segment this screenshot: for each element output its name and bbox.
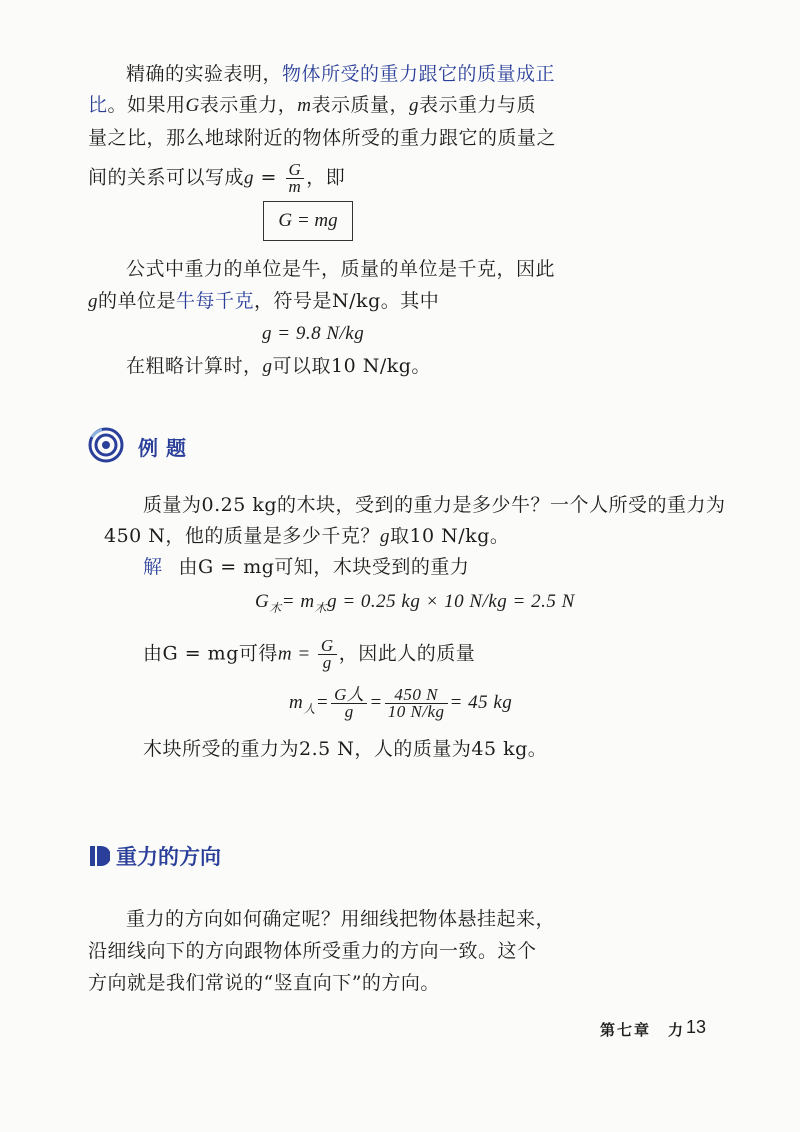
para1-line2 [88,91,536,120]
equals: = [315,691,330,713]
fraction-numerator: G人 [331,687,367,704]
section-para-line3: 方向就是我们常说的“竖直向下”的方向。 [88,972,440,994]
symbol-g: g [262,356,273,377]
section-para-line1: 重力的方向如何确定呢？用细线把物体悬挂起来， [126,908,556,930]
example-target-icon [88,427,124,463]
text: 可以取10 N/kg。 [272,355,431,377]
fraction-450N-over-10Nkg [385,687,448,720]
text: 450 N，他的质量是多少千克？ [104,525,380,547]
section-marker-icon [90,845,110,867]
symbol-g: g [409,95,420,116]
solution-conclusion: 木块所受的重力为2.5 N，人的质量为45 kg。 [143,738,548,760]
highlight-text: 牛每千克 [176,290,255,312]
formula-box: G = mg [263,201,353,241]
fraction-numerator: G [286,162,305,179]
para2-line3 [126,352,431,381]
para1-line1 [126,60,555,88]
text: 由G = mg可得 [143,642,278,665]
example-title: 例题 [138,436,194,460]
solution-line3 [143,638,475,671]
equals: = [369,691,383,713]
para1-line4 [88,162,345,195]
text: = m [281,591,315,612]
symbol-m: m [289,691,304,713]
symbol-m: m [297,95,312,116]
wood-weight-equation [255,588,575,617]
fraction-numerator: 450 N [385,687,448,704]
text: g = 0.25 kg × 10 N/kg = 2.5 N [327,591,575,612]
fraction-G-person-over-g [331,687,367,720]
solution-line1 [143,553,469,581]
symbol-g: g [88,291,98,312]
fraction-denominator: m [288,177,302,196]
text: 表示质量， [311,94,410,116]
fraction-denominator: g [344,702,354,721]
solution-label: 解 [143,556,163,578]
person-mass-equation [289,687,512,720]
text: ，因此人的质量 [338,642,476,665]
text: 。如果用 [107,94,186,116]
example-question-line1: 质量为0.25 kg的木块，受到的重力是多少牛？一个人所受的重力为 [143,494,726,516]
text: = 45 kg [449,691,513,713]
fraction-denominator: 10 N/kg [387,702,445,721]
para2-line1: 公式中重力的单位是牛，质量的单位是千克，因此 [126,258,556,280]
text: 间的关系可以写成 [88,166,245,189]
fraction-denominator: g [322,653,332,672]
symbol-g: g [379,526,390,547]
text: 取10 N/kg。 [389,525,510,547]
text: 表示重力， [199,94,298,116]
subscript: 木 [314,601,328,615]
fraction-G-over-m [286,162,305,195]
symbol-m: m = [277,643,316,665]
para2-line2 [88,287,439,316]
example-question-line2 [104,522,509,551]
chapter-footer: 第七章 力 [600,1021,686,1039]
text: 表示重力与质 [419,94,537,116]
highlight-text: 比 [88,94,108,116]
text: ，符号是N/kg。其中 [254,290,440,312]
g-value-equation: g = 9.8 N/kg [262,323,365,344]
text: 精确的实验表明， [126,63,283,85]
page-number: 13 [686,1017,707,1037]
subscript: 人 [303,701,316,716]
symbol-g: g [244,167,255,189]
para1-line3: 量之比，那么地球附近的物体所受的重力跟它的质量之 [88,127,557,149]
text: 的单位是 [98,290,177,312]
fraction-G-over-g [318,638,337,671]
section-para-line2: 沿细线向下的方向跟物体所受重力的方向一致。这个 [88,940,537,962]
subscript: 木 [269,601,282,615]
fraction-numerator: G [318,638,337,655]
equals: = [254,166,284,189]
symbol-G: G [185,95,200,116]
highlight-text: 物体所受的重力跟它的质量成正 [282,63,556,85]
text: 由G = mg可知，木块受到的重力 [178,556,470,578]
section-title: 重力的方向 [116,845,221,869]
symbol-G: G [255,591,270,612]
text: 在粗略计算时， [126,355,263,377]
text: ，即 [306,166,346,189]
